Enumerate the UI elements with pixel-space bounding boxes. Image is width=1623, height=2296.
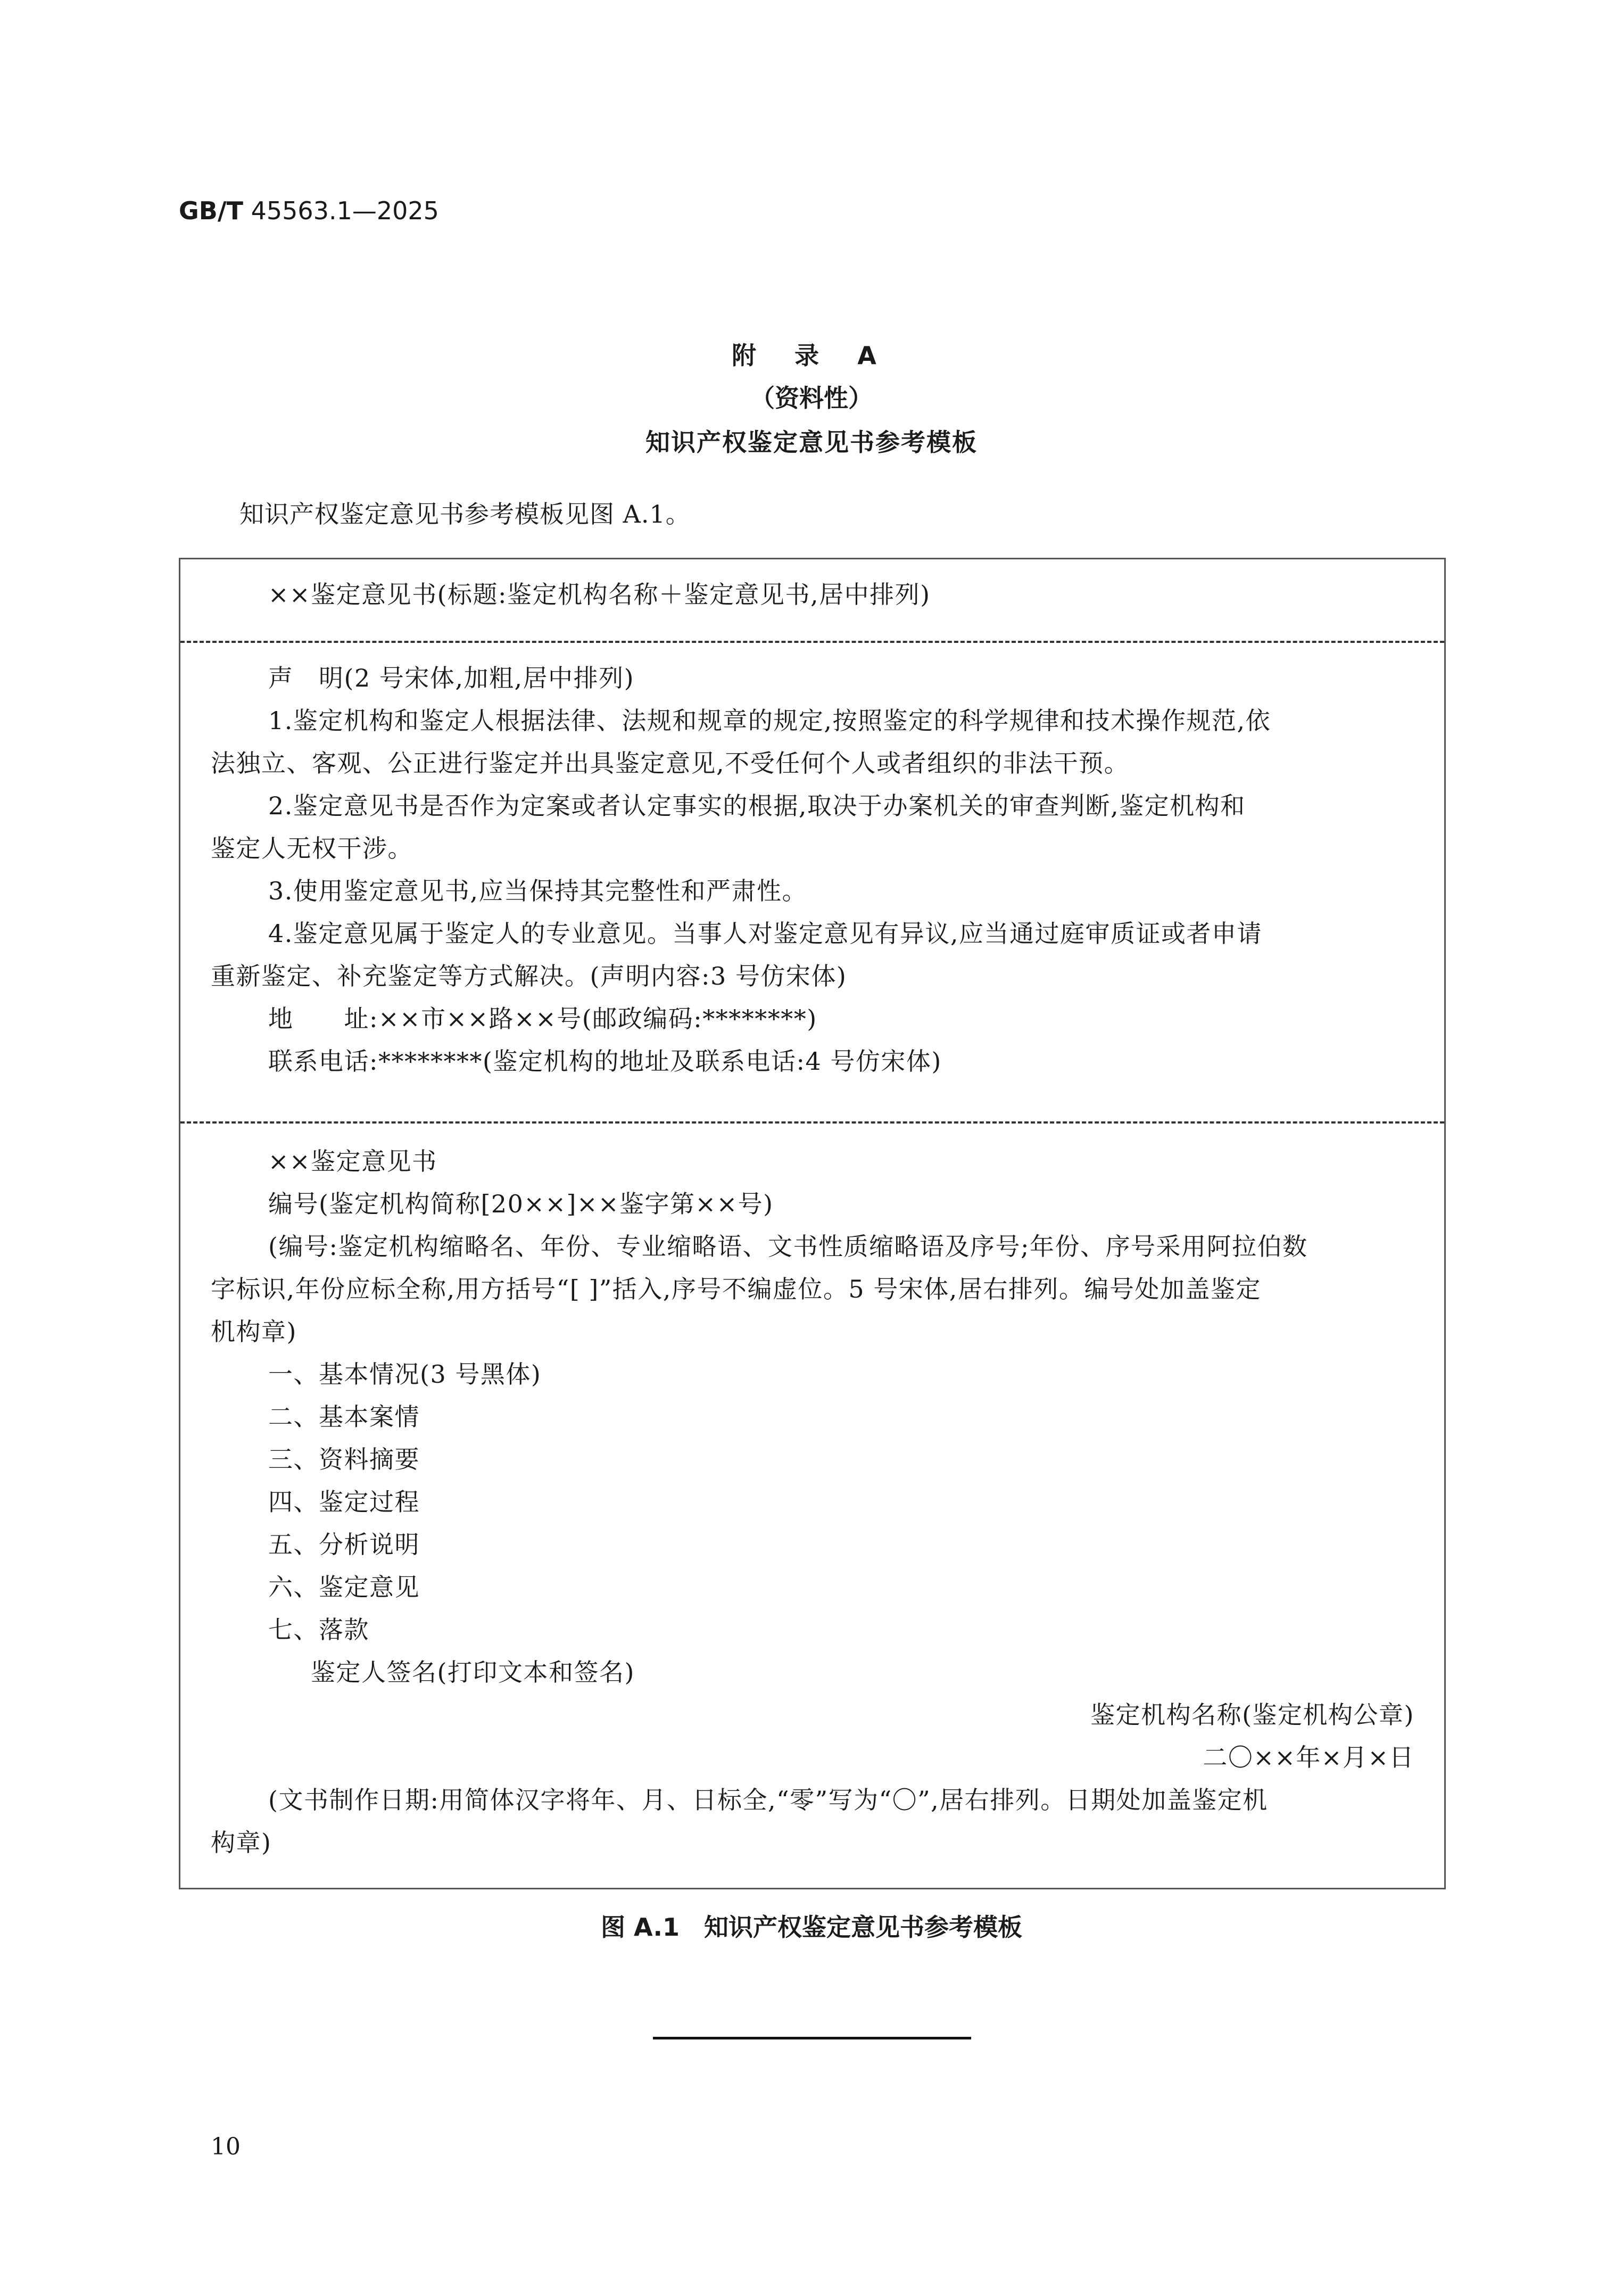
address-line: 地 址:××市××路××号(邮政编码:********): [268, 1004, 817, 1033]
annex-title: 附 录 A: [732, 341, 891, 370]
statement-item-3: 3.使用鉴定意见书,应当保持其完整性和严肃性。: [268, 877, 808, 905]
section-heading: 二、基本案情: [268, 1402, 420, 1431]
section-heading: 六、鉴定意见: [268, 1573, 420, 1601]
section-heading: 四、鉴定过程: [268, 1488, 420, 1516]
date-note-line-1: (文书制作日期:用简体汉字将年、月、日标全,“零”写为“〇”,居右排列。日期处加盖鉴定机: [268, 1786, 1268, 1814]
phone-line: 联系电话:********(鉴定机构的地址及联系电话:4 号仿宋体): [268, 1047, 942, 1076]
statement-item-4-line-2: 重新鉴定、补充鉴定等方式解决。(声明内容:3 号仿宋体): [211, 962, 847, 990]
serial-note-line-1: (编号:鉴定机构缩略名、年份、专业缩略语、文书性质缩略语及序号;年份、序号采用阿拉伯数: [268, 1232, 1308, 1261]
dashed-divider: [180, 641, 1444, 643]
date-line: 二〇××年×月×日: [1203, 1743, 1414, 1772]
dashed-divider: [180, 1121, 1444, 1124]
organization-seal-line: 鉴定机构名称(鉴定机构公章): [1090, 1700, 1414, 1729]
serial-note-line-2: 字标识,年份应标全称,用方括号“[ ]”括入,序号不编虚位。5 号宋体,居右排列。编号处加盖鉴定: [211, 1275, 1261, 1303]
standard-code: [179, 195, 439, 227]
serial-note-line-3: 机构章): [211, 1317, 297, 1346]
template-frame: [179, 558, 1446, 1889]
standard-number: 45563.1—2025: [251, 196, 439, 225]
page-number: 10: [211, 2133, 241, 2160]
statement-item-2-line-1: 2.鉴定意见书是否作为定案或者认定事实的根据,取决于办案机关的审查判断,鉴定机构和: [268, 791, 1246, 820]
statement-item-1-line-2: 法独立、客观、公正进行鉴定并出具鉴定意见,不受任何个人或者组织的非法干预。: [211, 749, 1130, 778]
statement-item-1-line-1: 1.鉴定机构和鉴定人根据法律、法规和规章的规定,按照鉴定的科学规律和技术操作规范,依: [268, 706, 1271, 735]
section-heading: 五、分析说明: [268, 1530, 420, 1559]
annex-name: 知识产权鉴定意见书参考模板: [645, 428, 978, 457]
intro-paragraph: 知识产权鉴定意见书参考模板见图 A.1。: [239, 500, 691, 528]
end-of-document-rule: [653, 2037, 971, 2039]
section-heading: 三、资料摘要: [268, 1445, 420, 1474]
body-title: ××鉴定意见书: [268, 1147, 437, 1176]
statement-item-2-line-2: 鉴定人无权干涉。: [211, 834, 413, 863]
standard-prefix: GB/T: [179, 196, 243, 225]
figure-caption: 图 A.1 知识产权鉴定意见书参考模板: [601, 1913, 1022, 1942]
serial-number: 编号(鉴定机构简称[20××]××鉴字第××号): [268, 1190, 774, 1218]
statement-title: 声 明(2 号宋体,加粗,居中排列): [268, 664, 635, 692]
section-heading: 七、落款: [268, 1615, 369, 1644]
statement-item-4-line-1: 4.鉴定意见属于鉴定人的专业意见。当事人对鉴定意见有异议,应当通过庭审质证或者申请: [268, 919, 1263, 948]
annex-nature: （资料性）: [750, 384, 873, 412]
date-note-line-2: 构章): [211, 1828, 272, 1857]
section-heading: 一、基本情况(3 号黑体): [268, 1360, 542, 1389]
template-heading: ××鉴定意见书(标题:鉴定机构名称＋鉴定意见书,居中排列): [268, 580, 931, 609]
signature-line: 鉴定人签名(打印文本和签名): [311, 1658, 635, 1687]
